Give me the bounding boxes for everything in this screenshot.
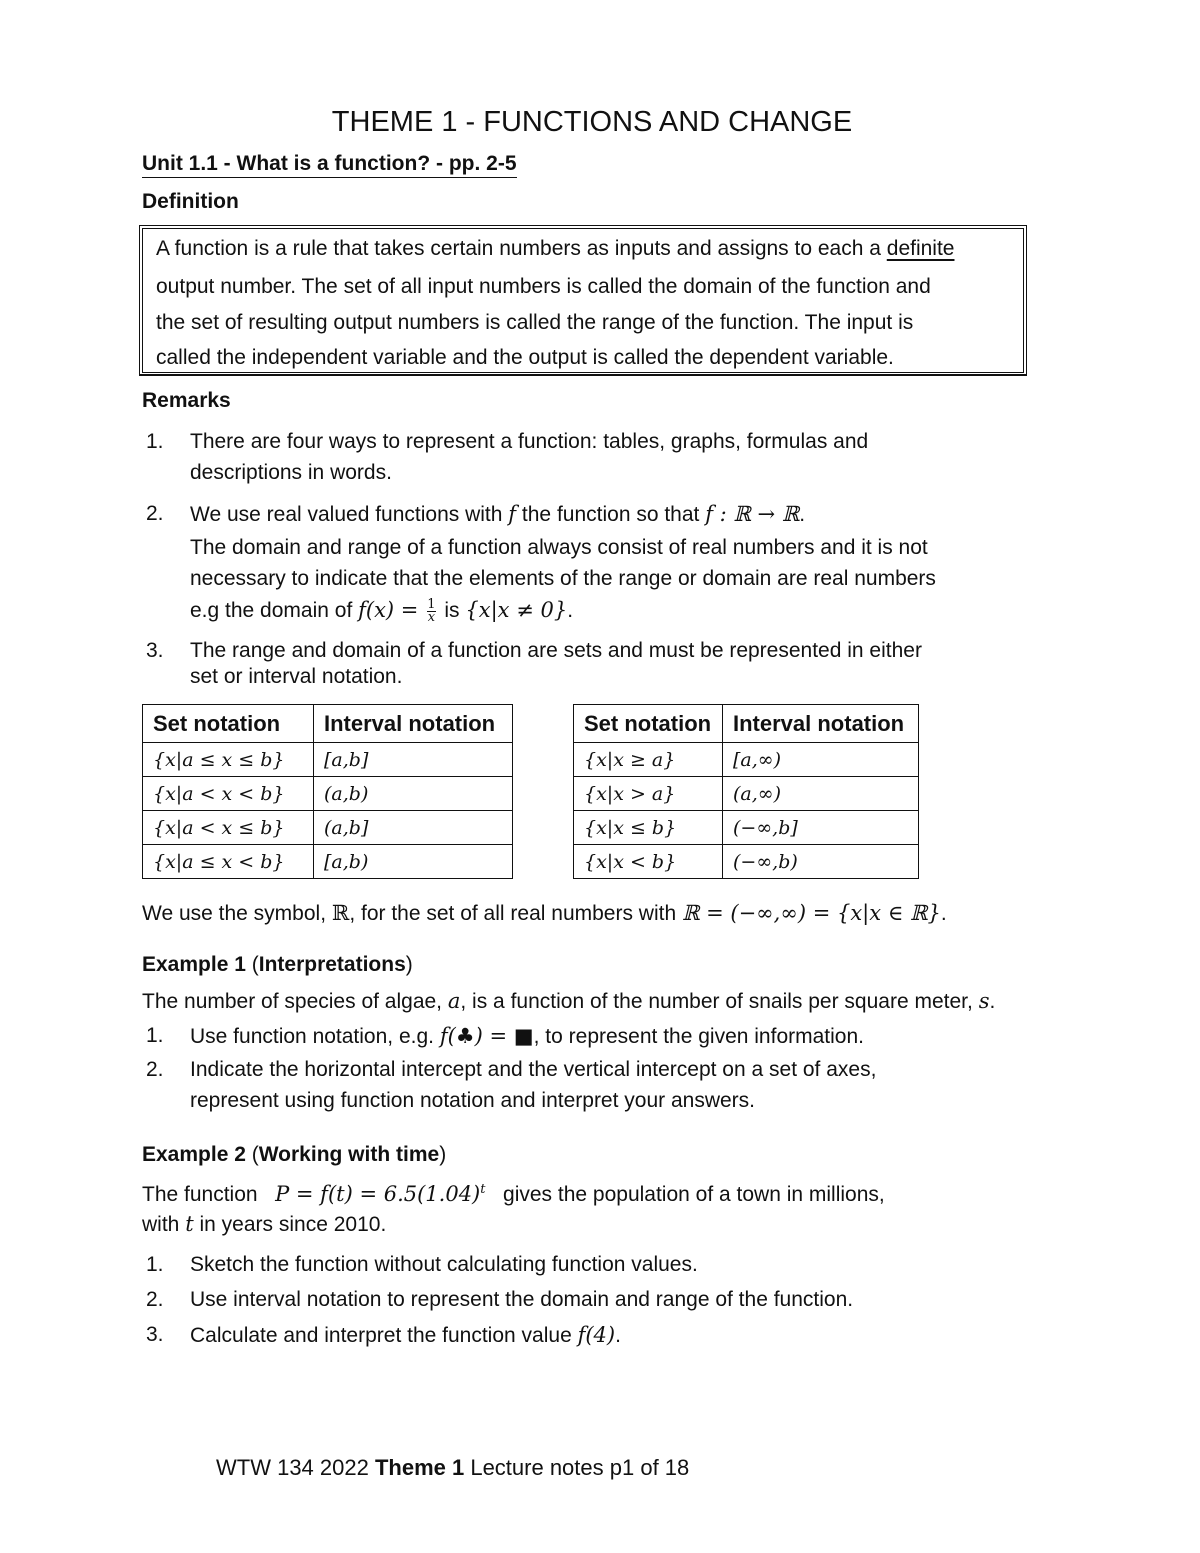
example-2-topic: Working with time [258, 1143, 440, 1166]
table-cell: {x|a ≤ x < b} [143, 845, 314, 879]
fraction-numerator: 1 [427, 596, 436, 612]
example-2-q3-text: Calculate and interpret the function value [190, 1324, 572, 1347]
example-2-line-2-b: in years since 2010. [199, 1213, 387, 1236]
footer-text-after: Lecture notes p1 of 18 [464, 1455, 690, 1480]
example-2-heading [142, 1143, 446, 1167]
example-1-q2-number: 2. [146, 1058, 164, 1081]
definition-line-1 [156, 237, 954, 261]
table-header-cell: Interval notation [314, 705, 513, 743]
example-2-formula-exponent: t [480, 1182, 486, 1197]
example-2-q2: Use interval notation to represent the domain and range of the function. [190, 1288, 854, 1311]
table-cell: {x|a < x < b} [143, 777, 314, 811]
table-header-row [143, 705, 513, 743]
table-cell: [a,b) [314, 845, 513, 879]
example-1-heading [142, 953, 413, 977]
definition-line-1-text: A function is a rule that takes certain numbers as inputs and assigns to each a [156, 237, 887, 260]
table-row [574, 845, 919, 879]
example-2-paren-close: ) [439, 1143, 447, 1166]
remark-3-line-2: set or interval notation. [190, 665, 403, 688]
table-row [143, 845, 513, 879]
unit-heading: Unit 1.1 - What is a function? - pp. 2-5 [142, 152, 517, 178]
remark-1-number: 1. [146, 430, 164, 453]
example-2-intro-b: gives the population of a town in millions, [503, 1183, 885, 1206]
definition-box [142, 228, 1024, 373]
table-row [143, 777, 513, 811]
notation-table-right [573, 704, 919, 879]
remark-2-text-a: We use real valued functions with [190, 503, 503, 526]
table-cell: {x|x < b} [574, 845, 723, 879]
remark-3-number: 3. [146, 639, 164, 662]
definition-underlined-word: definite [886, 237, 955, 260]
real-symbol: ℝ [331, 901, 350, 925]
table-cell: [a,∞) [723, 743, 919, 777]
table-row [143, 811, 513, 845]
remark-2-line-1 [190, 502, 805, 527]
example-1-topic: Interpretations [258, 953, 406, 976]
table-header-cell: Set notation [143, 705, 314, 743]
definition-line-4: called the independent variable and the output is called the dependent variable. [156, 346, 894, 369]
example-2-intro-a: The function [142, 1183, 258, 1206]
example-1-paren-open: ( [245, 953, 259, 976]
remark-2-line-3: necessary to indicate that the elements of the range or domain are real numbers [190, 567, 936, 590]
example-2-q3-end: . [615, 1324, 621, 1347]
page-footer [216, 1455, 689, 1481]
notation-table-left [142, 704, 513, 879]
table-cell: (−∞,b] [723, 811, 919, 845]
example-1-q2-line-2: represent using function notation and interpret your answers. [190, 1089, 756, 1112]
example-1-q1 [190, 1024, 864, 1049]
real-numbers-line [142, 901, 947, 926]
example-1-q1-text-b: , to represent the given information. [533, 1025, 864, 1048]
example-2-q1-number: 1. [146, 1253, 164, 1276]
remark-1-line-1: There are four ways to represent a function: tables, graphs, formulas and [190, 430, 869, 453]
example-1-intro-b: , is a function of the number of snails per square meter, [460, 990, 973, 1013]
table-header-cell: Set notation [574, 705, 723, 743]
table-cell: {x|a < x ≤ b} [143, 811, 314, 845]
example-1-intro-end: . [989, 990, 996, 1013]
footer-text-before: WTW 134 2022 [216, 1455, 375, 1480]
example-2-line-2-a: with [142, 1213, 180, 1236]
example-2-q2-number: 2. [146, 1288, 164, 1311]
example-2-formula: P = f(t) = 6.5(1.04) [275, 1182, 481, 1206]
example-2-q3 [190, 1323, 621, 1348]
remark-2-eg-text: e.g the domain of [190, 599, 353, 622]
example-1-q1-text-a: Use function notation, e.g. [190, 1025, 434, 1048]
example-2-paren-open: ( [245, 1143, 259, 1166]
table-row [574, 811, 919, 845]
remark-2-mapping: f : ℝ → ℝ [705, 502, 800, 526]
table-cell: [a,b] [314, 743, 513, 777]
example-1-label: Example 1 [142, 953, 246, 976]
table-cell: (−∞,b) [723, 845, 919, 879]
real-line-end: . [940, 902, 947, 925]
remark-2-end: . [567, 599, 574, 622]
example-1-q1-number: 1. [146, 1024, 164, 1047]
remark-2-line-4 [190, 598, 573, 624]
example-1-q1-expr: f(♣) = ■ [439, 1024, 534, 1048]
definition-heading: Definition [142, 190, 239, 213]
real-line-text-a: We use the symbol, [142, 902, 327, 925]
remarks-heading: Remarks [142, 389, 231, 412]
remark-2-is: is [444, 599, 460, 622]
remark-2-text-b: the function so that [521, 503, 700, 526]
example-2-q3-expr: f(4) [577, 1323, 616, 1347]
real-expression: ℝ = (−∞,∞) = {x|x ∈ ℝ} [681, 901, 941, 925]
table-header-row [574, 705, 919, 743]
remark-2-number: 2. [146, 502, 164, 525]
definition-line-2: output number. The set of all input numbers is called the domain of the function and [156, 275, 931, 298]
real-line-text-b: , for the set of all real numbers with [349, 902, 677, 925]
table-cell: (a,∞) [723, 777, 919, 811]
example-1-intro [142, 989, 995, 1014]
example-2-intro [142, 1178, 885, 1207]
remark-3-line-1: The range and domain of a function are sets and must be represented in either [190, 639, 922, 662]
table-row [574, 743, 919, 777]
table-cell: {x|a ≤ x ≤ b} [143, 743, 314, 777]
example-2-label: Example 2 [142, 1143, 246, 1166]
table-row [143, 743, 513, 777]
example-2-q3-number: 3. [146, 1323, 164, 1346]
table-cell: {x|x ≤ b} [574, 811, 723, 845]
example-1-intro-a: The number of species of algae, [142, 990, 443, 1013]
remark-2-f-symbol: f [508, 502, 517, 526]
remark-2-set: {x|x ≠ 0} [465, 598, 568, 622]
fraction-denominator: x [427, 609, 436, 625]
remark-2-line-2: The domain and range of a function always consist of real numbers and it is not [190, 536, 928, 559]
example-2-var-t: t [185, 1212, 194, 1236]
page-title: THEME 1 - FUNCTIONS AND CHANGE [331, 106, 853, 138]
remark-2-dot: . [799, 503, 806, 526]
table-cell: {x|x > a} [574, 777, 723, 811]
example-1-var-s: s [978, 989, 990, 1013]
remark-2-fraction [427, 596, 436, 625]
table-header-cell: Interval notation [723, 705, 919, 743]
table-cell: {x|x ≥ a} [574, 743, 723, 777]
table-cell: (a,b) [314, 777, 513, 811]
example-1-var-a: a [447, 989, 461, 1013]
example-2-line-2 [142, 1212, 386, 1237]
table-row [574, 777, 919, 811]
example-1-paren-close: ) [405, 953, 413, 976]
remark-2-fx: f(x) = [358, 598, 419, 622]
remark-1-line-2: descriptions in words. [190, 461, 392, 484]
table-cell: (a,b] [314, 811, 513, 845]
footer-theme: Theme 1 [374, 1455, 465, 1480]
definition-line-3: the set of resulting output numbers is called the range of the function. The input is [156, 311, 914, 334]
example-2-q1: Sketch the function without calculating function values. [190, 1253, 698, 1276]
example-1-q2-line-1: Indicate the horizontal intercept and the vertical intercept on a set of axes, [190, 1058, 877, 1081]
